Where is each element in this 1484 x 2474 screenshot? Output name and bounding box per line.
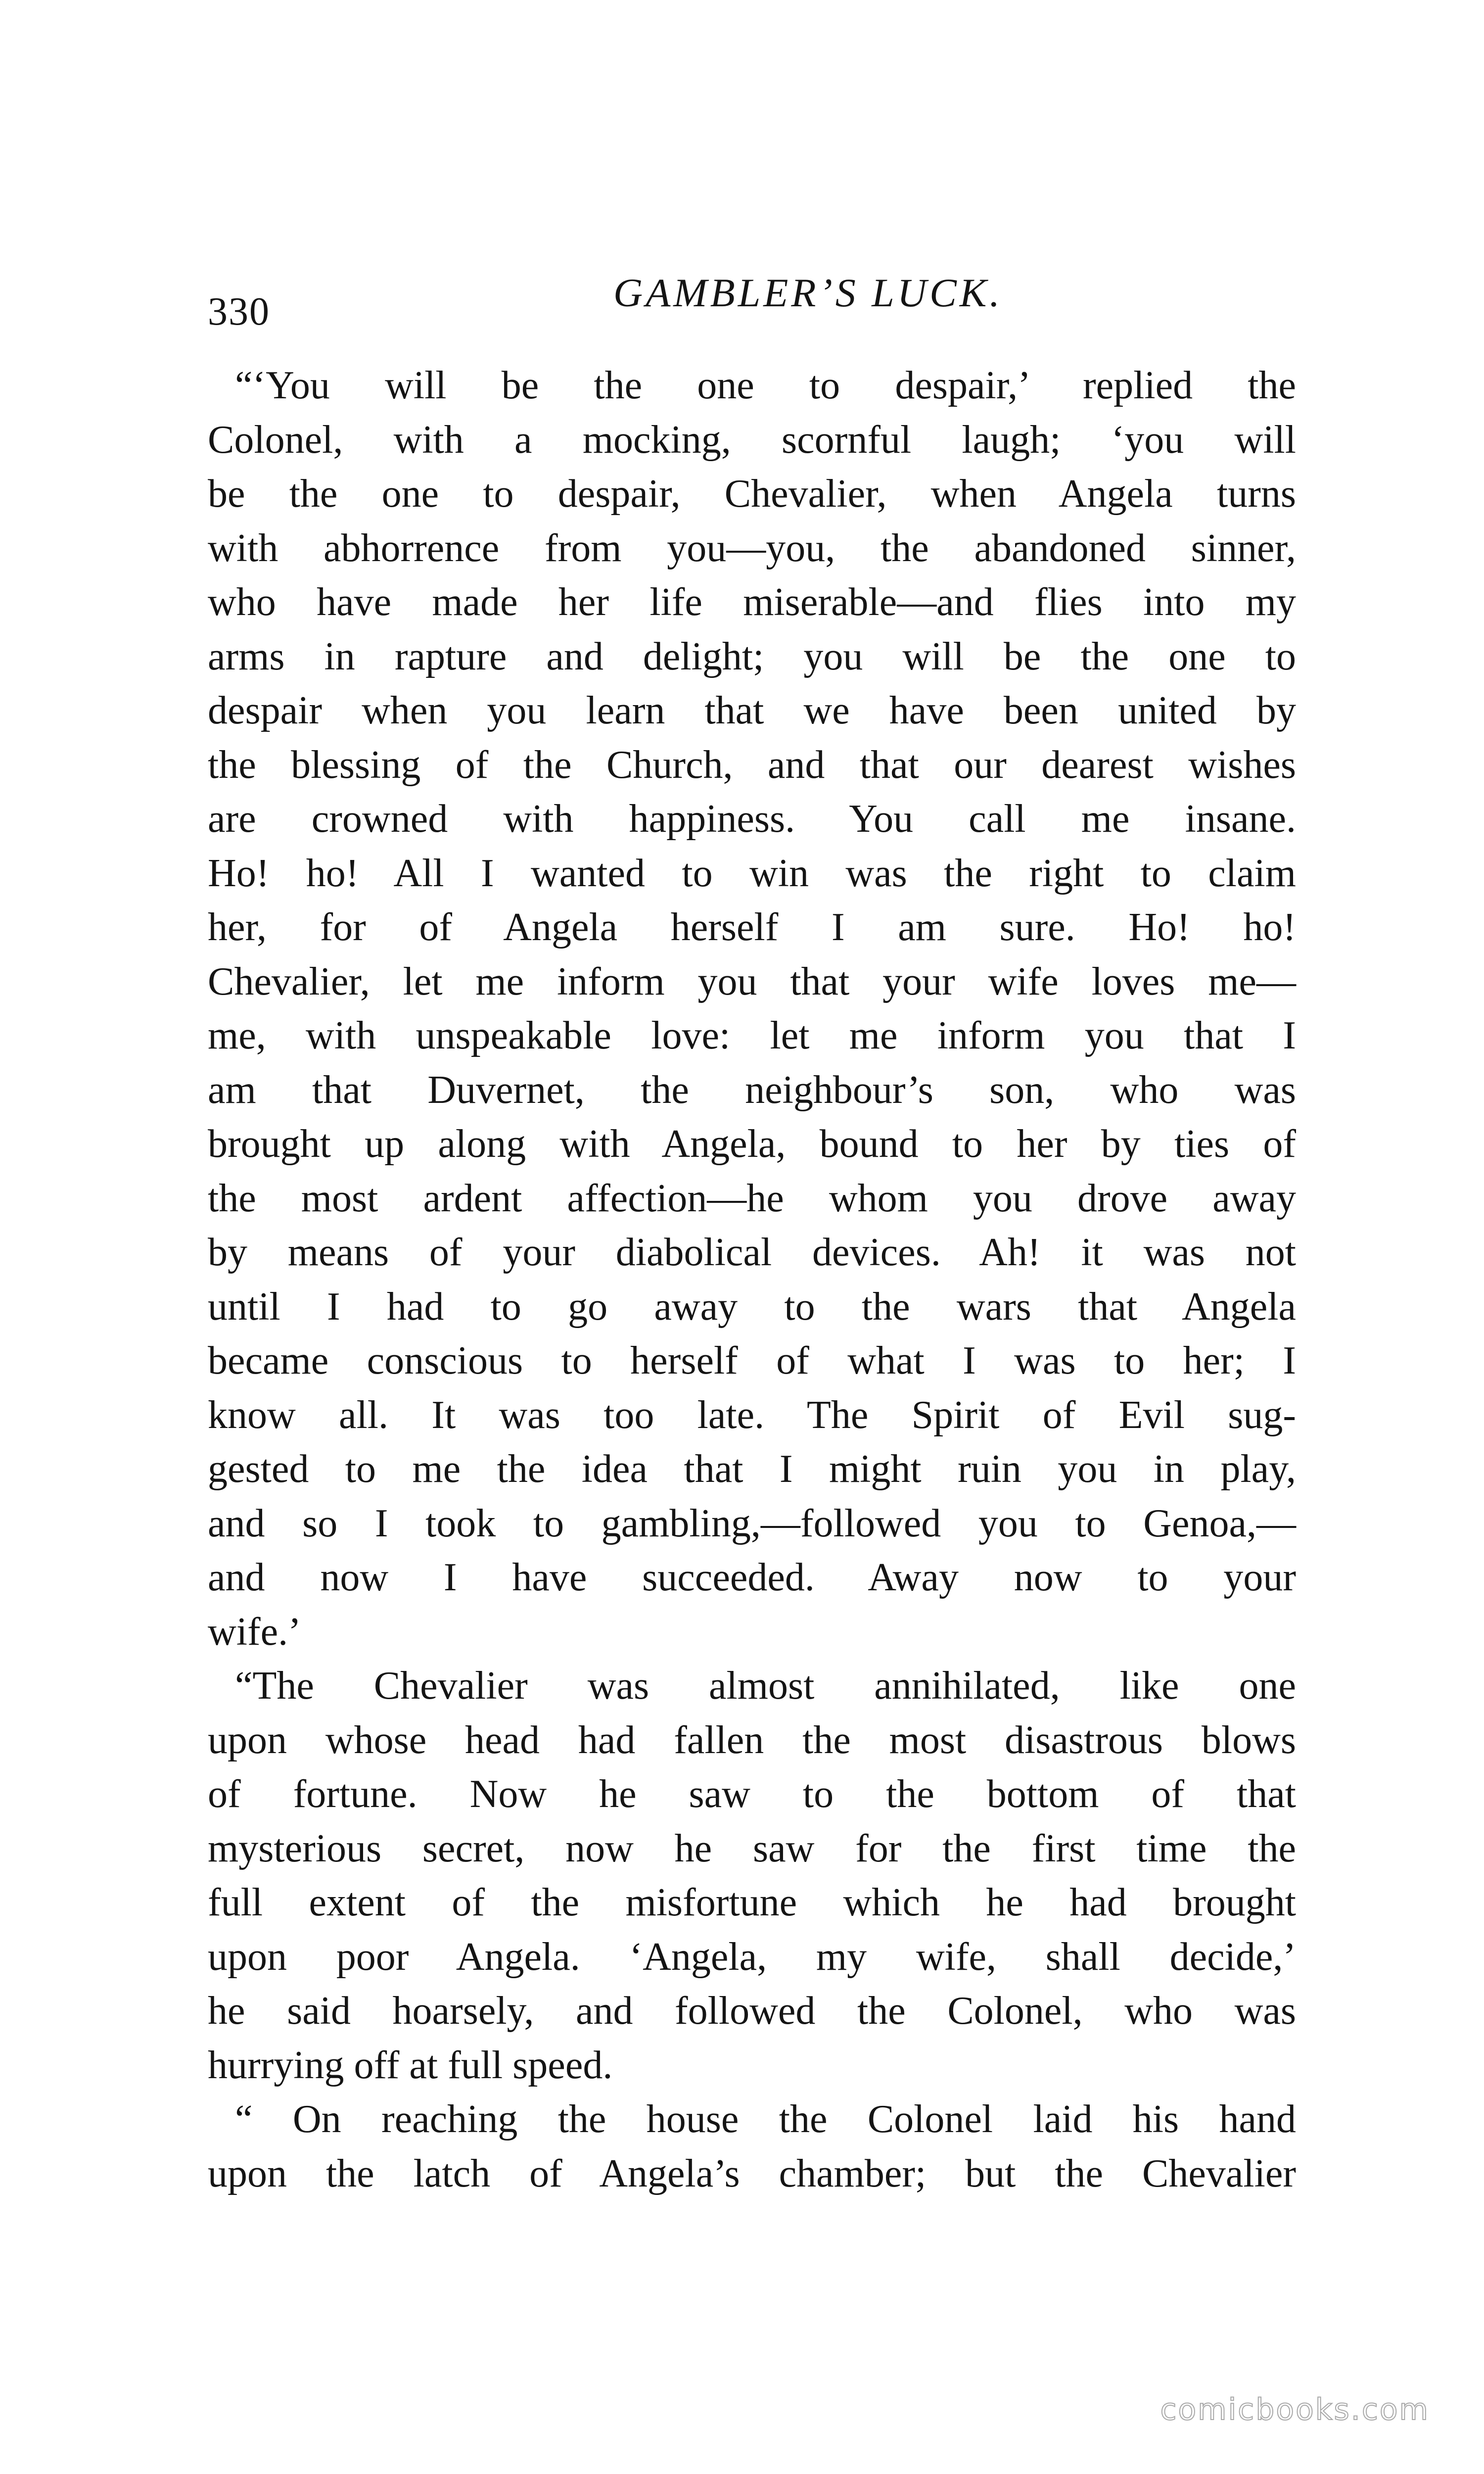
text-line: became conscious to herself of what I was to her; I bbox=[208, 1339, 1296, 1382]
text-line: Ho! ho! All I wanted to win was the right to claim bbox=[208, 851, 1296, 895]
text-line: hurrying off at full speed. bbox=[208, 2043, 613, 2087]
text-line: wife.’ bbox=[208, 1610, 301, 1654]
text-line: brought up along with Angela, bound to her by ties of bbox=[208, 1122, 1296, 1166]
text-line: be the one to despair, Chevalier, when Angela turns bbox=[208, 472, 1296, 516]
text-line: upon whose head had fallen the most disastrous blows bbox=[208, 1718, 1296, 1762]
text-line: are crowned with happiness. You call me insane. bbox=[208, 797, 1296, 841]
page-number: 330 bbox=[208, 290, 270, 333]
text-line: “The Chevalier was almost annihilated, like one bbox=[235, 1664, 1296, 1708]
text-line: “‘You will be the one to despair,’ replied the bbox=[235, 364, 1296, 407]
text-line: the most ardent affection—he whom you drove away bbox=[208, 1176, 1296, 1220]
running-title: GAMBLER’S LUCK. bbox=[613, 270, 1003, 315]
text-line: gested to me the idea that I might ruin you in play, bbox=[208, 1447, 1296, 1491]
text-line: who have made her life miserable—and flies into my bbox=[208, 580, 1296, 624]
text-line: the blessing of the Church, and that our dearest wishes bbox=[208, 743, 1296, 787]
text-line: Chevalier, let me inform you that your wife loves me— bbox=[208, 959, 1296, 1003]
text-line: upon the latch of Angela’s chamber; but the Chevalier bbox=[208, 2151, 1296, 2195]
text-line: and so I took to gambling,—followed you to Genoa,— bbox=[208, 1501, 1296, 1545]
text-line: mysterious secret, now he saw for the first time the bbox=[208, 1826, 1296, 1870]
watermark-text: comicbooks.com bbox=[1160, 2392, 1430, 2427]
text-line: despair when you learn that we have been united by bbox=[208, 689, 1296, 732]
text-line: and now I have succeeded. Away now to your bbox=[208, 1556, 1296, 1599]
text-line: full extent of the misfortune which he had brought bbox=[208, 1881, 1296, 1924]
text-line: upon poor Angela. ‘Angela, my wife, shall decide,’ bbox=[208, 1935, 1296, 1979]
text-line: me, with unspeakable love: let me inform you that I bbox=[208, 1014, 1296, 1057]
text-line: with abhorrence from you—you, the abandoned sinner, bbox=[208, 526, 1296, 570]
page-header bbox=[208, 270, 1296, 333]
text-line: her, for of Angela herself I am sure. Ho! ho! bbox=[208, 905, 1296, 949]
text-line: by means of your diabolical devices. Ah! it was not bbox=[208, 1231, 1296, 1274]
text-line: am that Duvernet, the neighbour’s son, who was bbox=[208, 1068, 1296, 1112]
body-text bbox=[208, 359, 1296, 2201]
text-line: he said hoarsely, and followed the Colonel, who was bbox=[208, 1989, 1296, 2033]
text-line: know all. It was too late. The Spirit of Evil sug- bbox=[208, 1393, 1296, 1437]
text-line: of fortune. Now he saw to the bottom of that bbox=[208, 1772, 1296, 1816]
text-line: arms in rapture and delight; you will be the one to bbox=[208, 634, 1296, 678]
text-line: Colonel, with a mocking, scornful laugh; ‘you will bbox=[208, 418, 1296, 462]
text-line: “ On reaching the house the Colonel laid his hand bbox=[235, 2097, 1296, 2141]
text-line: until I had to go away to the wars that Angela bbox=[208, 1285, 1296, 1329]
